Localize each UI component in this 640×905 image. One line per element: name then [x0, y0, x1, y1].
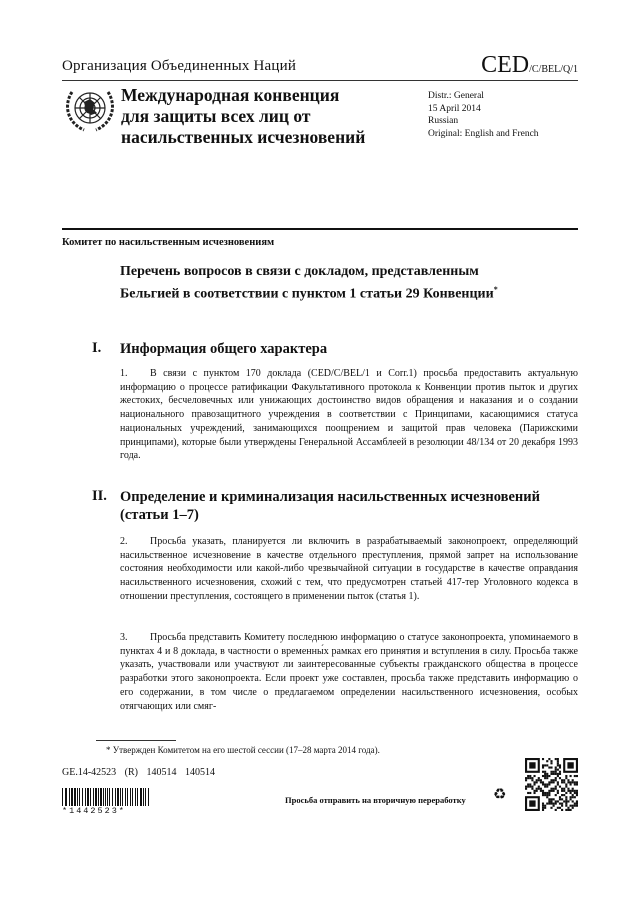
qr-module — [576, 775, 578, 777]
qr-module — [542, 809, 544, 811]
qr-module — [576, 800, 578, 802]
qr-module — [557, 800, 559, 802]
barcode-bar — [66, 788, 67, 806]
footnote-mark: * — [493, 284, 498, 294]
qr-module — [576, 792, 578, 794]
qr-module — [559, 773, 561, 775]
qr-module — [546, 792, 548, 794]
qr-module — [544, 775, 546, 777]
qr-module — [546, 777, 548, 779]
qr-module — [527, 786, 529, 788]
qr-module — [550, 798, 552, 800]
qr-module — [550, 762, 552, 764]
qr-module — [559, 764, 561, 766]
barcode-bar — [87, 788, 88, 806]
qr-module — [555, 773, 557, 775]
committee-name: Комитет по насильственным исчезновениям — [62, 237, 275, 248]
qr-module — [555, 769, 557, 771]
qr-module — [553, 790, 555, 792]
qr-module — [546, 796, 548, 798]
convention-line: насильственных исчезновений — [121, 127, 366, 147]
qr-module — [559, 803, 561, 805]
qr-module — [563, 779, 565, 781]
qr-module — [536, 781, 538, 783]
qr-module — [550, 781, 552, 783]
barcode-bar — [135, 788, 136, 806]
qr-module — [555, 800, 557, 802]
qr-module — [574, 790, 576, 792]
qr-module — [565, 796, 567, 798]
convention-line: Международная конвенция — [121, 85, 340, 105]
barcode-bar — [118, 788, 119, 806]
qr-module — [531, 786, 533, 788]
qr-module — [550, 807, 552, 809]
qr-module — [557, 773, 559, 775]
job-number: GE.14-42523 (R) 140514 140514 — [62, 767, 215, 778]
qr-module — [525, 779, 527, 781]
qr-module — [542, 794, 544, 796]
qr-module — [561, 803, 563, 805]
qr-module — [542, 783, 544, 785]
qr-module — [559, 777, 561, 779]
qr-module — [563, 788, 565, 790]
barcode-bar — [98, 788, 99, 806]
document-title-text: Перечень вопросов в связи с докладом, представленным Бельгией в соответствии с пунктом 1 статьи 29 Конвенции — [120, 264, 494, 302]
paragraph-number: 2. — [120, 536, 128, 547]
qr-module — [570, 809, 572, 811]
paragraph — [120, 367, 578, 463]
qr-module — [546, 794, 548, 796]
language-line: Russian — [428, 116, 459, 126]
qr-module — [542, 775, 544, 777]
qr-module — [544, 777, 546, 779]
qr-module — [572, 800, 574, 802]
barcode-bar — [132, 788, 133, 806]
qr-module — [555, 788, 557, 790]
qr-module — [557, 790, 559, 792]
qr-module — [544, 805, 546, 807]
qr-module — [529, 800, 535, 806]
qr-module — [529, 762, 535, 768]
qr-module — [550, 779, 552, 781]
barcode-bar — [145, 788, 146, 806]
qr-module — [570, 792, 572, 794]
paragraph — [120, 535, 578, 604]
qr-module — [542, 803, 544, 805]
qr-module — [557, 775, 559, 777]
recycle-notice: Просьба отправить на вторичную переработку — [285, 795, 466, 805]
qr-module — [570, 790, 572, 792]
qr-module — [574, 803, 576, 805]
qr-module — [557, 769, 559, 771]
qr-module — [544, 764, 546, 766]
qr-module — [567, 790, 569, 792]
qr-module — [557, 762, 559, 764]
qr-code — [525, 758, 578, 811]
qr-module — [561, 788, 563, 790]
qr-module — [550, 771, 552, 773]
qr-module — [572, 790, 574, 792]
paragraph-text: Просьба представить Комитету последнюю информацию о статусе законопроекта, упоминаемого в пунктах 4 и 8 доклада, в частности о временны́х рамках его принятия и вступления в силу. Просьба также указать, участвовали или участвуют ли заинтересованные субъекты гражданского общества в процессе разработки этого законопроекта. Если проект уже составлен, просьба также представить информацию о его содержании, в том числе о предлагаемом определении насильственного исчезновения, особых отягчающих или смяг- — [120, 632, 578, 712]
qr-module — [574, 792, 576, 794]
qr-module — [567, 781, 569, 783]
barcode-bar — [141, 788, 142, 806]
qr-module — [548, 798, 550, 800]
qr-module — [529, 792, 531, 794]
footnote: * Утвержден Комитетом на его шестой сессии (17–28 марта 2014 года). — [106, 745, 380, 755]
barcode-bar — [127, 788, 128, 806]
qr-module — [548, 758, 550, 760]
qr-module — [553, 779, 555, 781]
qr-module — [574, 783, 576, 785]
distribution-info — [428, 90, 539, 140]
qr-module — [570, 775, 572, 777]
qr-module — [561, 809, 563, 811]
qr-module — [525, 786, 527, 788]
qr-module — [565, 800, 567, 802]
qr-module — [565, 777, 567, 779]
barcode-bar — [77, 788, 78, 806]
qr-module — [570, 781, 572, 783]
qr-module — [550, 790, 552, 792]
qr-module — [550, 766, 552, 768]
barcode-bar — [140, 788, 141, 806]
barcode-bar — [112, 788, 113, 806]
original-language-line: Original: English and French — [428, 128, 539, 139]
qr-module — [574, 805, 576, 807]
qr-module — [567, 788, 569, 790]
qr-module — [529, 783, 531, 785]
qr-module — [531, 779, 533, 781]
qr-module — [555, 779, 557, 781]
barcode-bar — [95, 788, 96, 806]
barcode-bar — [137, 788, 138, 806]
barcode-bar — [69, 788, 70, 806]
qr-module — [544, 792, 546, 794]
barcode-bar — [148, 788, 149, 806]
qr-module — [542, 805, 544, 807]
qr-module — [553, 788, 555, 790]
barcode-bar — [117, 788, 118, 806]
qr-module — [570, 798, 572, 800]
qr-module — [565, 809, 567, 811]
qr-module — [570, 783, 572, 785]
qr-module — [542, 790, 544, 792]
section-title: Информация общего характера — [120, 341, 328, 357]
qr-module — [565, 798, 567, 800]
qr-module — [540, 779, 542, 781]
qr-module — [565, 775, 567, 777]
header-thick-rule — [62, 228, 578, 230]
qr-module — [548, 783, 550, 785]
qr-module — [533, 783, 535, 785]
qr-module — [548, 790, 550, 792]
qr-module — [540, 781, 542, 783]
qr-module — [550, 773, 552, 775]
barcode — [62, 788, 150, 806]
barcode-bar — [82, 788, 83, 806]
qr-module — [527, 792, 529, 794]
qr-module — [540, 790, 542, 792]
qr-module — [546, 786, 548, 788]
qr-module — [567, 807, 569, 809]
qr-module — [553, 771, 555, 773]
qr-module — [542, 764, 544, 766]
qr-module — [548, 792, 550, 794]
qr-module — [555, 786, 557, 788]
qr-module — [559, 796, 561, 798]
barcode-bar — [107, 788, 108, 806]
section-title: Определение и криминализация насильственных исчезновений (статьи 1–7) — [120, 489, 540, 523]
qr-module — [527, 777, 529, 779]
qr-module — [550, 760, 552, 762]
barcode-bar — [75, 788, 76, 806]
barcode-bar — [65, 788, 66, 806]
qr-module — [533, 781, 535, 783]
qr-module — [567, 800, 569, 802]
qr-module — [553, 805, 555, 807]
paragraph-text: Просьба указать, планируется ли включить в разрабатываемый законопроект, определяющий насильственное исчезновение в качестве отдельного преступления, прямой запрет на использование состояния необходимости или какой-либо чрезвычайной ситуации в государстве в качестве оправдания насильственного исчезновения, схожий с тем, что предусмотрен статьей 417-тер Уголовного кодекса в отношении преступления, состоящего в применении пыток (статья 1). — [120, 536, 578, 602]
qr-module — [529, 775, 531, 777]
qr-module — [563, 781, 565, 783]
qr-module — [555, 809, 557, 811]
qr-module — [565, 792, 567, 794]
barcode-bar — [115, 788, 116, 806]
qr-module — [531, 777, 533, 779]
qr-module — [544, 807, 546, 809]
qr-module — [576, 794, 578, 796]
barcode-bar — [74, 788, 75, 806]
qr-module — [553, 798, 555, 800]
qr-module — [550, 803, 552, 805]
qr-module — [542, 771, 544, 773]
footnote-rule — [96, 740, 176, 741]
qr-module — [538, 777, 540, 779]
document-symbol — [481, 52, 578, 79]
barcode-bar — [72, 788, 73, 806]
qr-module — [550, 800, 552, 802]
barcode-bar — [90, 788, 91, 806]
barcode-bar — [143, 788, 144, 806]
qr-module — [574, 796, 576, 798]
organization-name: Организация Объединенных Наций — [62, 58, 297, 74]
qr-module — [576, 805, 578, 807]
qr-module — [576, 803, 578, 805]
qr-module — [563, 790, 565, 792]
qr-module — [557, 783, 559, 785]
barcode-bar — [62, 788, 63, 806]
barcode-bar — [79, 788, 80, 806]
qr-module — [546, 760, 548, 762]
section-number: I. — [92, 340, 102, 356]
qr-module — [555, 803, 557, 805]
barcode-bar — [93, 788, 94, 806]
qr-module — [567, 779, 569, 781]
qr-module — [533, 792, 535, 794]
qr-module — [538, 788, 540, 790]
qr-module — [567, 762, 573, 768]
qr-module — [561, 794, 563, 796]
barcode-bar — [71, 788, 72, 806]
qr-module — [572, 796, 574, 798]
qr-module — [576, 790, 578, 792]
distribution-line: Distr.: General — [428, 91, 484, 101]
paragraph-text: В связи с пунктом 170 доклада (CED/C/BEL/1 и Corr.1) просьба предоставить актуальную информацию о процессе ратификации Факультативного протокола к Конвенции против пыток и других жестоких, бесчеловечных или унижающих достоинство видов обращения и наказания и о создании национального правозащитного учреждения в соответствии с Принципами, касающимися статуса национальных учреждений, занимающихся поощрением и защитой прав человека (Парижскими принципами), которые были утверждены Генеральной Ассамблеей в резолюции 48/134 от 20 декабря 1993 года. — [120, 368, 578, 462]
qr-module — [542, 766, 544, 768]
qr-module — [565, 783, 567, 785]
qr-module — [544, 783, 546, 785]
qr-module — [559, 786, 561, 788]
qr-module — [561, 798, 563, 800]
date-line: 15 April 2014 — [428, 103, 481, 114]
qr-module — [572, 781, 574, 783]
qr-module — [567, 809, 569, 811]
qr-module — [536, 779, 538, 781]
qr-module — [555, 777, 557, 779]
section-number: II. — [92, 488, 107, 504]
paragraph-number: 1. — [120, 368, 128, 379]
qr-module — [538, 786, 540, 788]
recycle-icon: ♻ — [493, 787, 507, 803]
qr-module — [546, 775, 548, 777]
qr-module — [544, 794, 546, 796]
document-title — [120, 263, 540, 303]
barcode-bar — [85, 788, 86, 806]
qr-module — [542, 807, 544, 809]
qr-module — [561, 805, 563, 807]
barcode-bar — [130, 788, 131, 806]
qr-module — [546, 764, 548, 766]
qr-module — [565, 805, 567, 807]
qr-module — [559, 798, 561, 800]
symbol-main: CED — [481, 52, 530, 78]
qr-module — [548, 775, 550, 777]
qr-module — [544, 773, 546, 775]
qr-module — [565, 786, 567, 788]
qr-module — [529, 786, 531, 788]
qr-module — [548, 781, 550, 783]
barcode-bar — [122, 788, 123, 806]
qr-module — [576, 781, 578, 783]
qr-module — [540, 788, 542, 790]
qr-module — [553, 781, 555, 783]
qr-module — [576, 783, 578, 785]
header-rule — [62, 80, 578, 81]
qr-module — [525, 788, 527, 790]
qr-module — [572, 788, 574, 790]
qr-module — [536, 790, 538, 792]
qr-module — [559, 771, 561, 773]
barcode-bar — [109, 788, 110, 806]
qr-module — [550, 788, 552, 790]
qr-module — [555, 771, 557, 773]
paragraph — [120, 631, 578, 713]
convention-line: для защиты всех лиц от — [121, 106, 311, 126]
qr-module — [572, 807, 574, 809]
qr-module — [544, 786, 546, 788]
barcode-bar — [103, 788, 104, 806]
qr-module — [570, 796, 572, 798]
qr-module — [548, 794, 550, 796]
qr-module — [561, 779, 563, 781]
qr-module — [557, 781, 559, 783]
qr-module — [557, 792, 559, 794]
qr-module — [559, 766, 561, 768]
convention-title — [121, 85, 365, 148]
qr-module — [536, 788, 538, 790]
qr-module — [572, 805, 574, 807]
qr-module — [557, 760, 559, 762]
qr-module — [557, 807, 559, 809]
barcode-bar — [125, 788, 126, 806]
barcode-bar — [120, 788, 121, 806]
qr-module — [544, 771, 546, 773]
symbol-suffix: /C/BEL/Q/1 — [529, 64, 578, 75]
barcode-bar — [96, 788, 97, 806]
qr-module — [546, 773, 548, 775]
qr-module — [542, 758, 544, 760]
qr-module — [565, 803, 567, 805]
barcode-bar — [105, 788, 106, 806]
qr-module — [548, 800, 550, 802]
qr-module — [555, 766, 557, 768]
qr-module — [553, 773, 555, 775]
qr-module — [570, 805, 572, 807]
qr-module — [557, 758, 559, 760]
qr-module — [548, 803, 550, 805]
qr-module — [561, 781, 563, 783]
qr-module — [542, 781, 544, 783]
qr-module — [533, 775, 535, 777]
qr-module — [574, 781, 576, 783]
qr-module — [561, 790, 563, 792]
qr-module — [557, 764, 559, 766]
paragraph-number: 3. — [120, 632, 128, 643]
qr-module — [546, 783, 548, 785]
qr-module — [559, 807, 561, 809]
qr-module — [527, 783, 529, 785]
qr-module — [572, 779, 574, 781]
qr-module — [553, 803, 555, 805]
barcode-text: *1442523* — [62, 806, 126, 816]
qr-module — [574, 775, 576, 777]
qr-module — [533, 790, 535, 792]
qr-module — [538, 779, 540, 781]
qr-module — [548, 766, 550, 768]
qr-module — [527, 775, 529, 777]
qr-module — [572, 794, 574, 796]
qr-module — [531, 788, 533, 790]
un-emblem-icon — [62, 84, 118, 134]
qr-module — [563, 794, 565, 796]
qr-module — [555, 794, 557, 796]
qr-module — [563, 800, 565, 802]
qr-module — [542, 792, 544, 794]
qr-module — [555, 758, 557, 760]
qr-module — [525, 777, 527, 779]
qr-module — [546, 803, 548, 805]
barcode-bar — [100, 788, 101, 806]
qr-module — [529, 777, 531, 779]
